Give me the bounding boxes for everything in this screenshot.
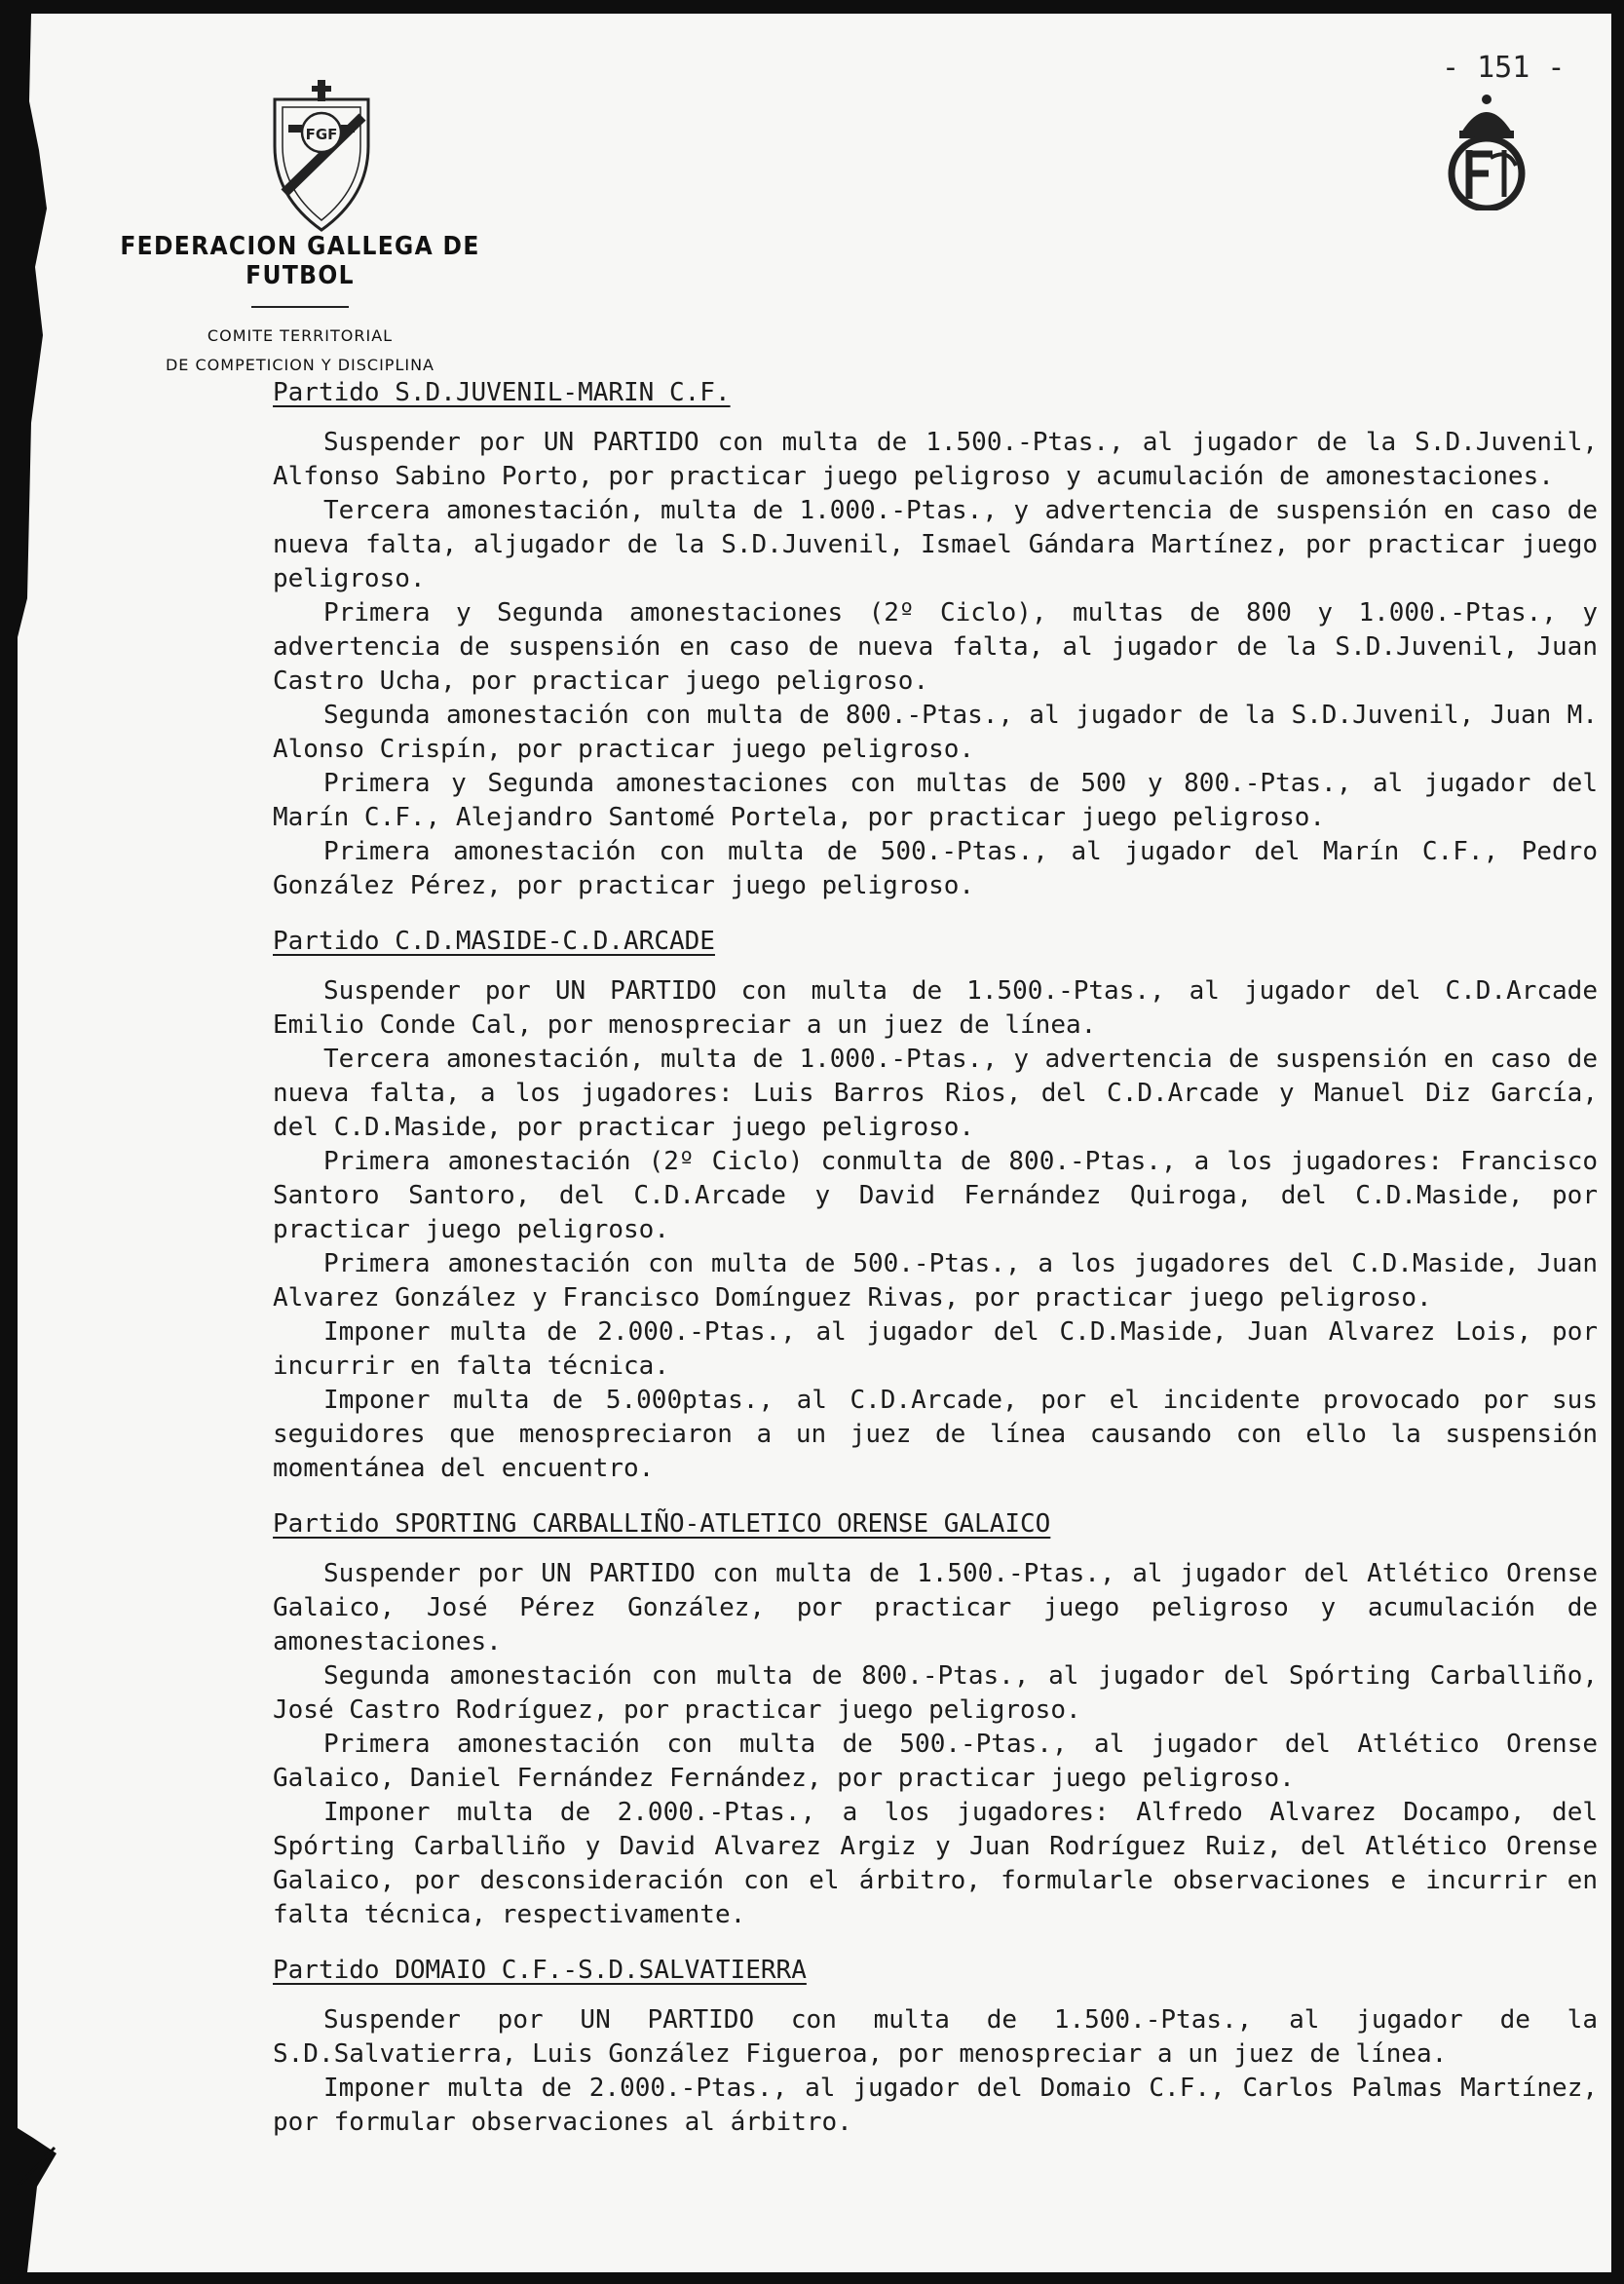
resolution-paragraph: Primera y Segunda amonestaciones (2º Ciclo), multas de 800 y 1.000.-Ptas., y advertencia de suspensión en caso de nueva falta, al jugador de la S.D.Juvenil, Juan Castro Ucha, por practicar juego peligroso. <box>273 598 1598 696</box>
match-section <box>273 925 1598 1486</box>
svg-text:FGF: FGF <box>305 126 338 143</box>
resolution-paragraph: Imponer multa de 2.000.-Ptas., al jugador del C.D.Maside, Juan Alvarez Lois, por incurrir en falta técnica. <box>273 1317 1598 1381</box>
section-spacer <box>273 1942 1598 1954</box>
resolution-paragraph: Suspender por UN PARTIDO con multa de 1.500.-Ptas., al jugador de la S.D.Juvenil, Alfonso Sabino Porto, por practicar juego peligroso y acumulación de amonestaciones. <box>273 428 1598 491</box>
match-section <box>273 1954 1598 2140</box>
resolution-paragraph: Tercera amonestación, multa de 1.000.-Ptas., y advertencia de suspensión en caso de nueva falta, a los jugadores: Luis Barros Rios, del C.D.Arcade y Manuel Diz García, del C.D.Maside, por practicar juego peligroso. <box>273 1045 1598 1142</box>
resolutions-body <box>273 376 1598 2150</box>
resolution-paragraph: Primera amonestación con multa de 500.-Ptas., a los jugadores del C.D.Maside, Juan Alvarez González y Francisco Domínguez Rivas, por practicar juego peligroso. <box>273 1249 1598 1313</box>
section-spacer <box>273 913 1598 925</box>
resolution-paragraph: Imponer multa de 5.000ptas., al C.D.Arcade, por el incidente provocado por sus seguidores que menospreciaron a un juez de línea causando con ello la suspensión momentánea del encuentro. <box>273 1386 1598 1483</box>
section-spacer <box>273 1496 1598 1507</box>
organization-name: FEDERACION GALLEGA DE FUTBOL <box>120 232 480 290</box>
organization-header <box>57 232 544 380</box>
match-section <box>273 376 1598 903</box>
resolution-paragraph: Tercera amonestación, multa de 1.000.-Ptas., y advertencia de suspensión en caso de nueva falta, aljugador de la S.D.Juvenil, Ismael Gándara Martínez, por practicar juego peligroso. <box>273 496 1598 593</box>
match-title: Partido SPORTING CARBALLIÑO-ATLETICO ORENSE GALAICO <box>273 1509 1051 1539</box>
match-title: Partido S.D.JUVENIL-MARIN C.F. <box>273 378 731 407</box>
resolution-paragraph: Segunda amonestación con multa de 800.-Ptas., al jugador del Spórting Carballiño, José Castro Rodríguez, por practicar juego peligroso. <box>273 1661 1598 1725</box>
resolution-paragraph: Primera y Segunda amonestaciones con multas de 500 y 800.-Ptas., al jugador del Marín C.F., Alejandro Santomé Portela, por practicar juego peligroso. <box>273 769 1598 832</box>
organization-subtitle-1: COMITE TERRITORIAL <box>207 326 394 345</box>
document-page <box>18 14 1611 2272</box>
resolution-paragraph: Suspender por UN PARTIDO con multa de 1.500.-Ptas., al jugador del C.D.Arcade Emilio Conde Cal, por menospreciar a un juez de línea. <box>273 976 1598 1040</box>
resolution-paragraph: Segunda amonestación con multa de 800.-Ptas., al jugador de la S.D.Juvenil, Juan M. Alonso Crispín, por practicar juego peligroso. <box>273 701 1598 764</box>
header-divider <box>251 306 349 308</box>
shield-logo <box>269 78 374 232</box>
resolution-paragraph: Primera amonestación con multa de 500.-Ptas., al jugador del Atlético Orense Galaico, Daniel Fernández Fernández, por practicar juego peligroso. <box>273 1730 1598 1793</box>
resolution-paragraph: Imponer multa de 2.000.-Ptas., a los jugadores: Alfredo Alvarez Docampo, del Spórting Carballiño y David Alvarez Argiz y Juan Rodríguez Ruiz, del Atlético Orense Galaico, por desconsideración con el árbitro, formularle observaciones e incurrir en falta técnica, respectivamente. <box>273 1798 1598 1929</box>
resolution-paragraph: Suspender por UN PARTIDO con multa de 1.500.-Ptas., al jugador de la S.D.Salvatierra, Luis González Figueroa, por menospreciar a un juez de línea. <box>273 2005 1598 2069</box>
match-title: Partido DOMAIO C.F.-S.D.SALVATIERRA <box>273 1956 807 1985</box>
resolution-paragraph: Primera amonestación (2º Ciclo) conmulta de 800.-Ptas., a los jugadores: Francisco Santoro Santoro, del C.D.Arcade y David Fernández Quiroga, del C.D.Maside, por practicar juego peligroso. <box>273 1147 1598 1244</box>
resolution-paragraph: Suspender por UN PARTIDO con multa de 1.500.-Ptas., al jugador del Atlético Orense Galaico, José Pérez González, por practicar juego peligroso y acumulación de amonestaciones. <box>273 1559 1598 1656</box>
page-number: - 151 - <box>1442 51 1566 85</box>
resolution-paragraph: Imponer multa de 2.000.-Ptas., al jugador del Domaio C.F., Carlos Palmas Martínez, por formular observaciones al árbitro. <box>273 2074 1598 2137</box>
match-section <box>273 1507 1598 1932</box>
match-title: Partido C.D.MASIDE-C.D.ARCADE <box>273 927 715 956</box>
organization-subtitle-2: DE COMPETICION Y DISCIPLINA <box>165 356 434 374</box>
crowned-federation-emblem <box>1440 90 1533 210</box>
resolution-paragraph: Primera amonestación con multa de 500.-Ptas., al jugador del Marín C.F., Pedro González Pérez, por practicar juego peligroso. <box>273 837 1598 900</box>
